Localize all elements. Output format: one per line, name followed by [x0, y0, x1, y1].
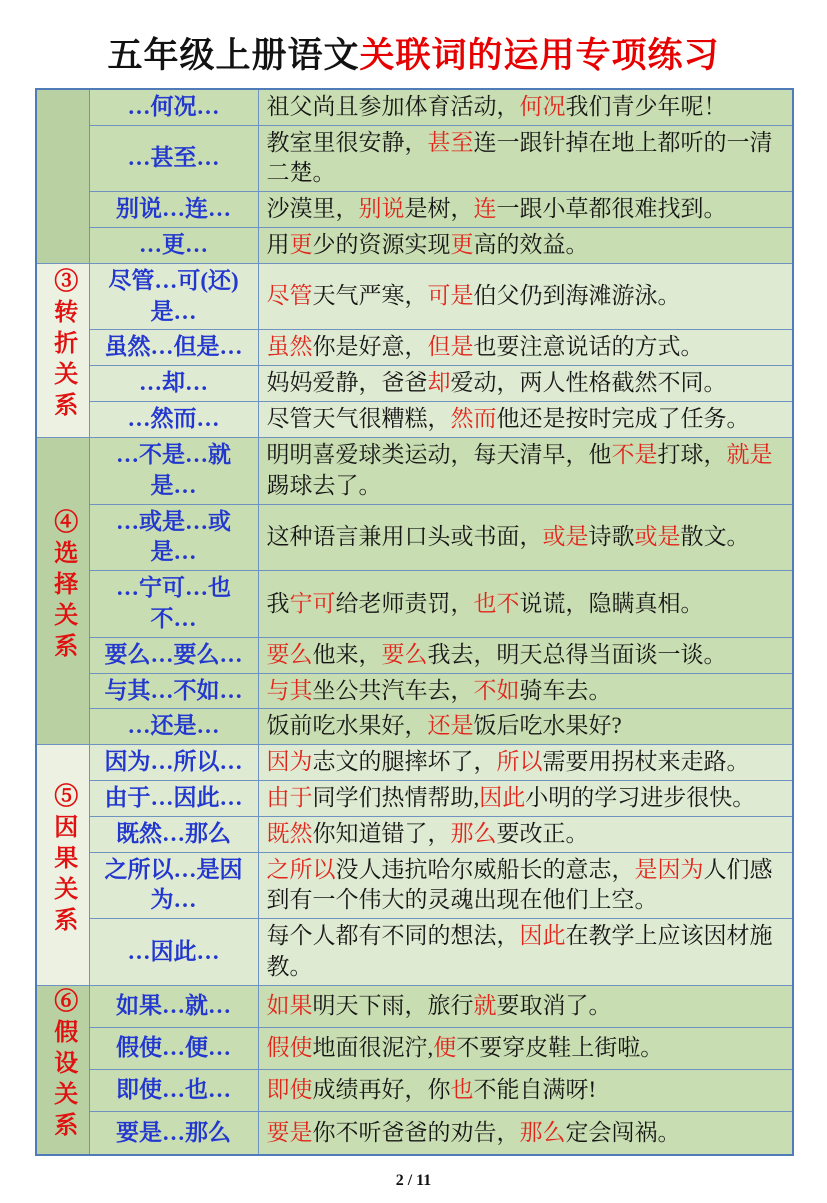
conjunction-highlight: 既然 — [266, 820, 313, 846]
example-text: 坐公共汽车去， — [312, 677, 474, 703]
category-cell — [36, 89, 89, 264]
conjunction-pattern-cell: …还是… — [89, 709, 258, 745]
page-title — [0, 34, 827, 78]
conjunction-highlight: 之所以 — [266, 856, 336, 882]
category-cell — [36, 985, 89, 1154]
conjunction-pattern-cell: 别说…连… — [89, 192, 258, 228]
example-text: 散文。 — [680, 523, 750, 549]
table-row — [36, 919, 793, 986]
example-sentence-cell — [258, 852, 793, 919]
conjunction-highlight: 因此 — [479, 785, 526, 810]
example-text: 小明的学习进步很快。 — [525, 785, 756, 810]
category-label: ⑥假设关系 — [49, 987, 76, 1143]
conjunction-highlight: 更 — [289, 232, 313, 257]
conjunction-highlight: 与其 — [266, 677, 313, 703]
conjunction-highlight: 但是 — [427, 334, 474, 360]
example-text: 尽管天气很糟糕， — [266, 406, 451, 432]
example-sentence-cell — [258, 816, 793, 852]
table-row — [36, 504, 793, 571]
example-text: 要取消了。 — [496, 993, 612, 1019]
conjunction-pattern-cell: …因此… — [89, 919, 258, 986]
conjunction-pattern-cell: …然而… — [89, 402, 258, 438]
example-text: 教室里很安静， — [266, 129, 428, 155]
example-text: 人们感到有一个伟大的灵魂出现在他们上空。 — [266, 856, 773, 913]
conjunction-highlight: 却 — [427, 370, 451, 396]
page-number: 2 / 11 — [395, 1171, 432, 1189]
example-text: 给老师责罚， — [335, 590, 474, 616]
example-text: 用 — [266, 232, 290, 257]
example-sentence-cell — [258, 330, 793, 366]
category-label: ⑤因果关系 — [49, 783, 76, 939]
title-black-text: 五年级上册语文 — [107, 36, 360, 75]
table-row — [36, 709, 793, 745]
example-sentence-cell — [258, 781, 793, 817]
conjunction-highlight: 可是 — [427, 283, 474, 309]
conjunction-highlight: 然而 — [450, 406, 497, 432]
conjunction-highlight: 因此 — [519, 923, 566, 949]
conjunction-highlight: 要么 — [381, 641, 428, 667]
conjunction-pattern-cell: 如果…就… — [89, 985, 258, 1027]
example-sentence-cell — [258, 637, 793, 673]
conjunction-highlight: 就 — [473, 993, 497, 1019]
table-row — [36, 1070, 793, 1112]
example-text: 这种语言兼用口头或书面， — [266, 523, 543, 549]
conjunction-highlight: 不是 — [611, 441, 658, 467]
example-text: 要改正。 — [496, 820, 589, 846]
table-row — [36, 228, 793, 264]
example-sentence-cell — [258, 437, 793, 504]
example-text: 沙漠里， — [266, 196, 359, 222]
conjunction-pattern-cell: 要么…要么… — [89, 637, 258, 673]
example-sentence-cell — [258, 745, 793, 781]
conjunction-pattern-cell: 即使…也… — [89, 1070, 258, 1112]
conjunction-pattern-cell: 要是…那么 — [89, 1112, 258, 1155]
conjunction-pattern-cell: 虽然…但是… — [89, 330, 258, 366]
example-text: 饭后吃水果好? — [473, 713, 622, 739]
conjunction-highlight: 也 — [450, 1077, 474, 1103]
conjunction-highlight: 便 — [433, 1035, 457, 1061]
example-sentence-cell — [258, 985, 793, 1027]
conjunction-pattern-cell: …更… — [89, 228, 258, 264]
conjunction-highlight: 假使 — [266, 1035, 313, 1061]
conjunction-highlight: 虽然 — [266, 334, 313, 360]
conjunction-highlight: 连 — [473, 196, 497, 222]
example-text: 饭前吃水果好， — [266, 713, 428, 739]
example-text: 定会闯祸。 — [565, 1119, 681, 1145]
example-text: 也要注意说话的方式。 — [473, 334, 704, 360]
example-text: 连一跟针掉在地上都听的一清二楚。 — [266, 129, 773, 186]
example-text: 我去，明天总得当面谈一谈。 — [427, 641, 727, 667]
example-sentence-cell — [258, 673, 793, 709]
conjunction-highlight: 或是 — [634, 523, 681, 549]
table-row — [36, 192, 793, 228]
example-text: 爱动，两人性格截然不同。 — [450, 370, 727, 396]
example-text: 你不听爸爸的劝告， — [312, 1119, 520, 1145]
example-text: 一跟小草都很难找到。 — [496, 196, 727, 222]
example-text: 祖父尚且参加体育活动， — [266, 93, 520, 119]
example-sentence-cell — [258, 571, 793, 638]
table-row — [36, 366, 793, 402]
example-text: 天气严寒， — [312, 283, 428, 309]
table-row — [36, 263, 793, 330]
example-sentence-cell — [258, 919, 793, 986]
example-text: 不能自满呀! — [473, 1077, 597, 1103]
table-row — [36, 985, 793, 1027]
conjunction-highlight: 宁可 — [289, 590, 336, 616]
conjunction-highlight: 或是 — [542, 523, 589, 549]
example-text: 不要穿皮鞋上街啦。 — [456, 1035, 664, 1061]
example-text: 打球， — [657, 441, 727, 467]
conjunction-pattern-cell: 假使…便… — [89, 1028, 258, 1070]
conjunction-highlight: 即使 — [266, 1077, 313, 1103]
category-label: ③转折关系 — [49, 268, 76, 424]
conjunction-pattern-cell: 与其…不如… — [89, 673, 258, 709]
conjunction-highlight: 也不 — [473, 590, 520, 616]
example-text: 在教学上应该因材施教。 — [266, 923, 773, 980]
example-text: 是树， — [404, 196, 474, 222]
conjunction-pattern-cell: …或是…或是… — [89, 504, 258, 571]
table-row — [36, 745, 793, 781]
conjunction-highlight: 是因为 — [634, 856, 704, 882]
conjunction-highlight: 那么 — [450, 820, 497, 846]
example-text: 成绩再好，你 — [312, 1077, 451, 1103]
table-row — [36, 781, 793, 817]
conjunction-highlight: 要是 — [266, 1119, 313, 1145]
example-text: 每个人都有不同的想法， — [266, 923, 520, 949]
conjunction-highlight: 就是 — [726, 441, 773, 467]
conjunction-highlight: 还是 — [427, 713, 474, 739]
conjunction-highlight: 不如 — [473, 677, 520, 703]
example-text: 高的效益。 — [473, 232, 589, 257]
category-label: ④选择关系 — [49, 509, 76, 665]
conjunction-highlight: 要么 — [266, 641, 313, 667]
example-sentence-cell — [258, 192, 793, 228]
conjunction-highlight: 更 — [450, 232, 474, 257]
example-text: 你知道错了， — [312, 820, 451, 846]
example-text: 没人违抗哈尔威船长的意志， — [335, 856, 635, 882]
example-sentence-cell — [258, 1112, 793, 1155]
category-cell — [36, 745, 89, 986]
table-row — [36, 89, 793, 125]
example-text: 他还是按时完成了任务。 — [496, 406, 750, 432]
example-sentence-cell — [258, 402, 793, 438]
conjunction-highlight: 尽管 — [266, 283, 313, 309]
conjunction-pattern-cell: 之所以…是因为… — [89, 852, 258, 919]
conjunction-highlight: 甚至 — [427, 129, 474, 155]
conjunction-pattern-cell: 由于…因此… — [89, 781, 258, 817]
conjunction-table — [35, 88, 794, 1156]
table-row — [36, 1112, 793, 1155]
conjunction-pattern-cell: …宁可…也不… — [89, 571, 258, 638]
example-sentence-cell — [258, 1028, 793, 1070]
example-text: 骑车去。 — [519, 677, 612, 703]
example-sentence-cell — [258, 89, 793, 125]
example-text: 我们青少年呢！ — [565, 93, 727, 119]
table-row — [36, 673, 793, 709]
conjunction-table-body — [36, 89, 793, 1155]
table-row — [36, 125, 793, 192]
example-text: 明天下雨，旅行 — [312, 993, 474, 1019]
conjunction-highlight: 何况 — [519, 93, 566, 119]
example-sentence-cell — [258, 263, 793, 330]
example-sentence-cell — [258, 709, 793, 745]
table-row — [36, 402, 793, 438]
conjunction-highlight: 那么 — [519, 1119, 566, 1145]
conjunction-pattern-cell: 尽管…可(还)是… — [89, 263, 258, 330]
table-row — [36, 637, 793, 673]
example-text: 诗歌 — [588, 523, 635, 549]
example-text: 地面很泥泞, — [312, 1035, 434, 1061]
conjunction-pattern-cell: …何况… — [89, 89, 258, 125]
example-text: 他来， — [312, 641, 382, 667]
example-text: 说谎，隐瞒真相。 — [519, 590, 704, 616]
table-row — [36, 1028, 793, 1070]
example-text: 踢球去了。 — [266, 472, 382, 498]
category-cell — [36, 263, 89, 437]
table-row — [36, 816, 793, 852]
example-text: 志文的腿摔坏了， — [312, 749, 497, 775]
example-sentence-cell — [258, 1070, 793, 1112]
example-sentence-cell — [258, 125, 793, 192]
example-sentence-cell — [258, 504, 793, 571]
conjunction-pattern-cell: 既然…那么 — [89, 816, 258, 852]
table-row — [36, 437, 793, 504]
table-row — [36, 330, 793, 366]
example-text: 妈妈爱静，爸爸 — [266, 370, 428, 396]
conjunction-highlight: 别说 — [358, 196, 405, 222]
conjunction-pattern-cell: …却… — [89, 366, 258, 402]
example-text: 需要用拐杖来走路。 — [542, 749, 750, 775]
table-row — [36, 852, 793, 919]
example-text: 伯父仍到海滩游泳。 — [473, 283, 681, 309]
conjunction-highlight: 因为 — [266, 749, 313, 775]
conjunction-pattern-cell: 因为…所以… — [89, 745, 258, 781]
conjunction-pattern-cell: …甚至… — [89, 125, 258, 192]
example-text: 明明喜爱球类运动，每天清早，他 — [266, 441, 612, 467]
example-text: 少的资源实现 — [312, 232, 451, 257]
conjunction-highlight: 所以 — [496, 749, 543, 775]
example-text: 你是好意， — [312, 334, 428, 360]
conjunction-highlight: 由于 — [266, 785, 313, 810]
example-text: 同学们热情帮助, — [312, 785, 480, 810]
worksheet-page — [0, 34, 827, 1203]
example-sentence-cell — [258, 366, 793, 402]
conjunction-pattern-cell: …不是…就是… — [89, 437, 258, 504]
category-cell — [36, 437, 89, 744]
example-text: 我 — [266, 590, 290, 616]
table-row — [36, 571, 793, 638]
example-sentence-cell — [258, 228, 793, 264]
title-red-text: 关联词的运用专项练习 — [359, 36, 720, 75]
conjunction-highlight: 如果 — [266, 993, 313, 1019]
